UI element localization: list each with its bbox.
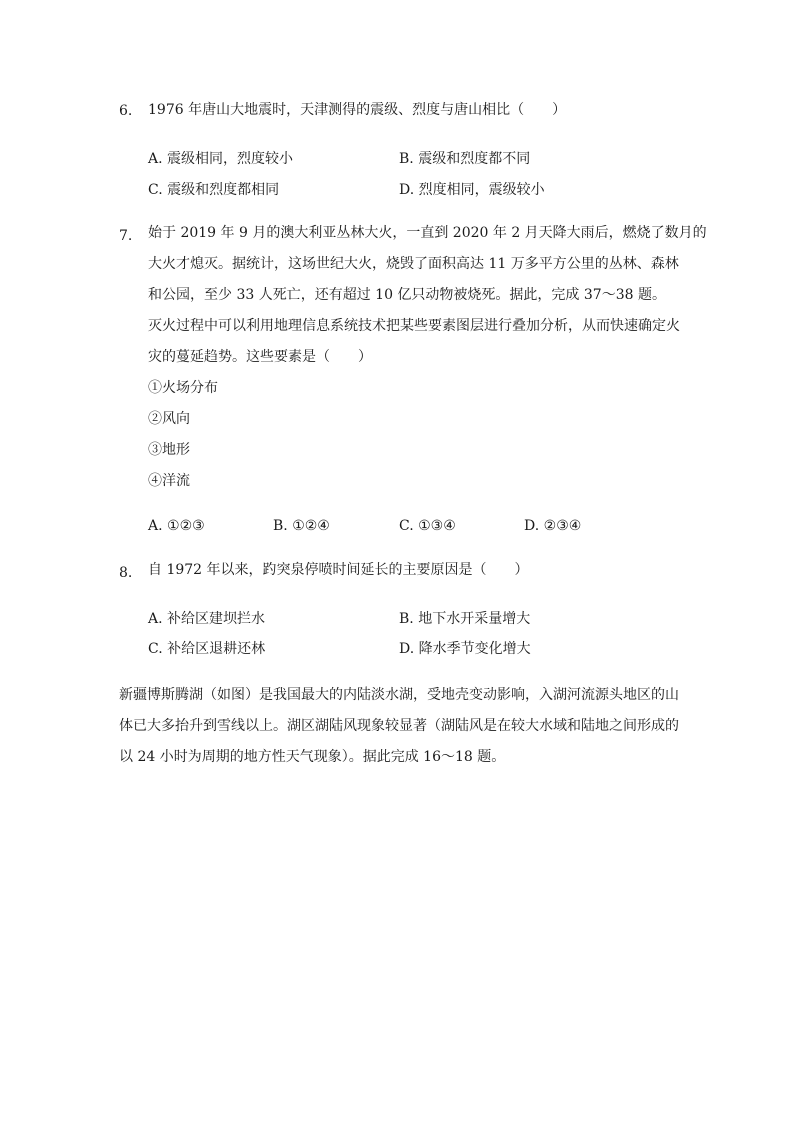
question-number: 7. (119, 228, 133, 244)
stem-line: 灭火过程中可以利用地理信息系统技术把某些要素图层进行叠加分析，从而快速确定火 (148, 318, 680, 334)
question-number: 8. (119, 565, 133, 581)
option-label: C. (148, 182, 163, 198)
option-label: D. (524, 518, 540, 534)
option-text: ②③④ (543, 518, 582, 534)
stem-line: 灾的蔓延趋势。这些要素是（ ） (148, 349, 372, 365)
option-label: D. (399, 182, 415, 198)
option-a (148, 148, 293, 168)
option-label: A. (148, 611, 163, 627)
option-text: 震级和烈度都不同 (418, 151, 531, 167)
option-text: ①③④ (418, 518, 456, 534)
option-text: ①②③ (167, 518, 205, 534)
stem-line: 和公园，至少 33 人死亡，还有超过 10 亿只动物被烧死。据此，完成 37～38 题。 (148, 287, 666, 303)
option-label: B. (273, 518, 288, 534)
option-a (148, 518, 205, 534)
option-d (399, 179, 545, 199)
statement-4: ④洋流 (148, 473, 190, 489)
option-text: 震级和烈度都相同 (167, 182, 280, 198)
question-stem (148, 218, 707, 497)
option-label: D. (399, 641, 415, 657)
option-label: B. (399, 151, 414, 167)
question-number: 6. (119, 103, 133, 119)
statement-3: ③地形 (148, 442, 190, 458)
option-b (399, 608, 530, 628)
stem-line: 自 1972 年以来，趵突泉停喷时间延长的主要原因是（ ） (148, 562, 529, 578)
option-c (148, 638, 265, 658)
passage-line: 新疆博斯腾湖（如图）是我国最大的内陆淡水湖，受地壳变动影响，入湖河流源头地区的山 (119, 687, 679, 703)
passage-line: 以 24 小时为周期的地方性天气现象）。据此完成 16～18 题。 (119, 749, 506, 765)
option-text: ①②④ (292, 518, 330, 534)
option-text: 震级相同，烈度较小 (167, 151, 294, 167)
option-label: C. (148, 641, 163, 657)
statement-1: ①火场分布 (148, 380, 218, 396)
option-d (524, 518, 581, 534)
option-a (148, 608, 265, 628)
stem-line: 大火才熄灭。据统计，这场世纪大火，烧毁了面积高达 11 万多平方公里的丛林、森林 (148, 256, 679, 272)
statement-2: ②风向 (148, 411, 190, 427)
option-text: 补给区退耕还林 (167, 641, 266, 657)
option-c (148, 179, 279, 199)
option-label: C. (399, 518, 414, 534)
option-label: A. (148, 151, 163, 167)
option-c (399, 518, 456, 534)
question-stem (148, 95, 679, 126)
option-text: 烈度相同，震级较小 (418, 182, 545, 198)
option-text: 补给区建坝拦水 (167, 611, 266, 627)
reading-passage (119, 680, 679, 773)
question-stem (148, 555, 679, 586)
passage-line: 体已大多抬升到雪线以上。湖区湖陆风现象较显著（湖陆风是在较大水域和陆地之间形成的 (119, 718, 679, 734)
stem-line: 始于 2019 年 9 月的澳大利亚丛林大火，一直到 2020 年 2 月天降大雨后，燃烧了数月的 (148, 225, 707, 241)
option-text: 降水季节变化增大 (418, 641, 531, 657)
option-b (399, 148, 530, 168)
option-label: B. (399, 611, 414, 627)
option-d (399, 638, 531, 658)
option-label: A. (148, 518, 163, 534)
stem-line: 1976 年唐山大地震时，天津测得的震级、烈度与唐山相比（ ） (148, 102, 567, 118)
option-text: 地下水开采量增大 (418, 611, 531, 627)
option-b (273, 518, 330, 534)
